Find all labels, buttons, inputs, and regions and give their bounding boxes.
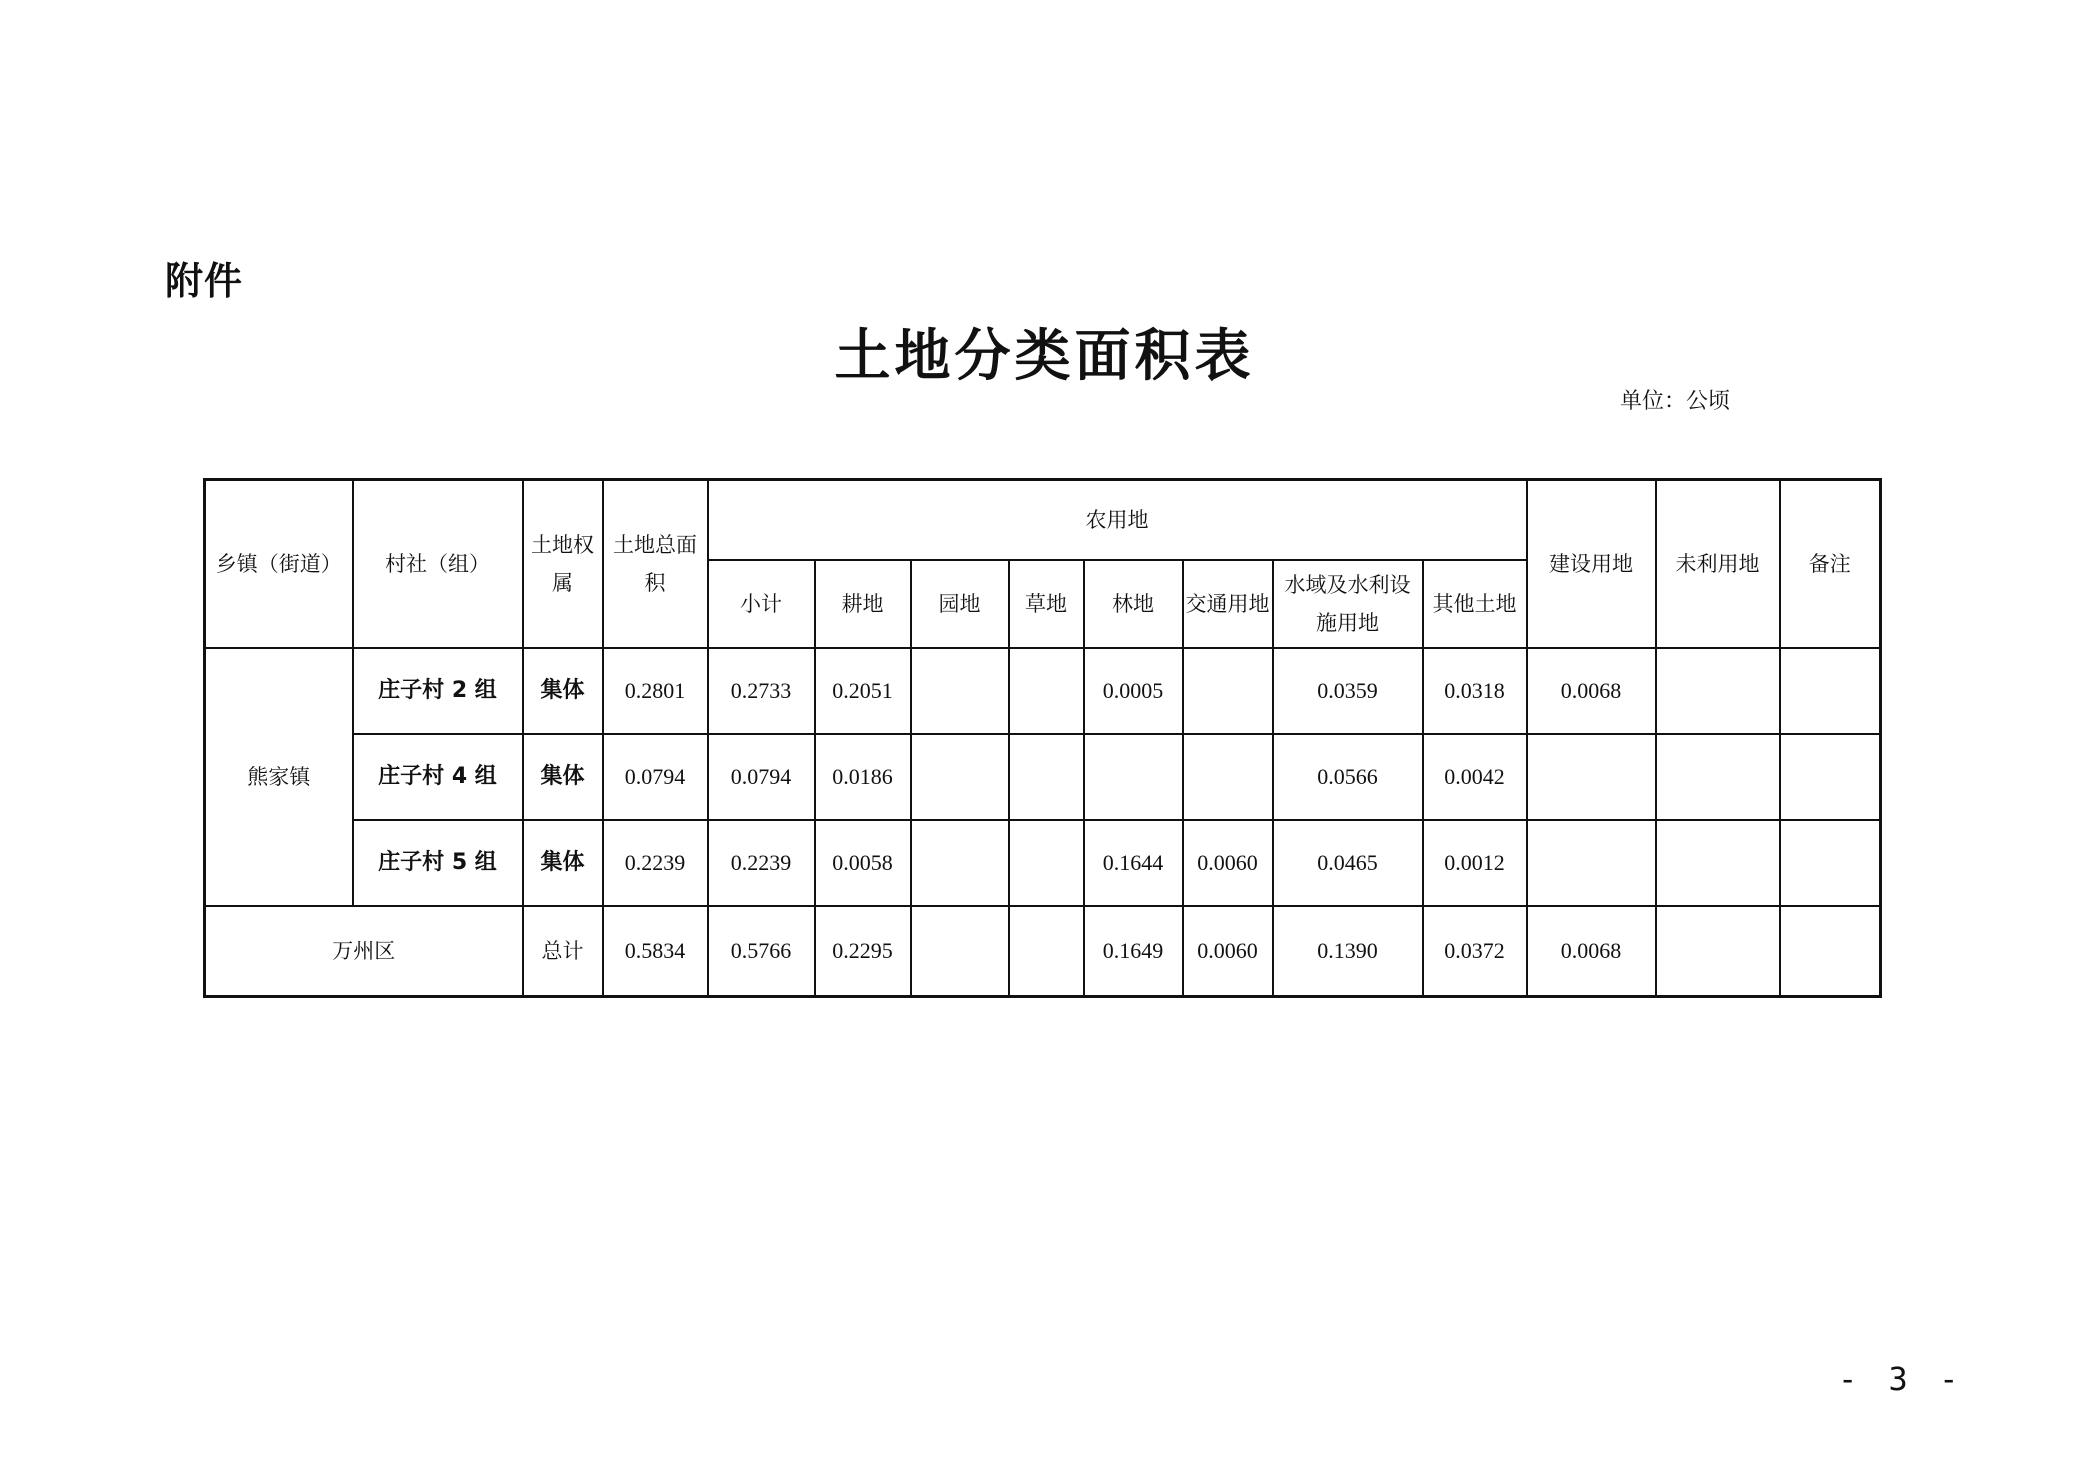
water-cell: 0.0465: [1273, 820, 1423, 906]
district-cell: 万州区: [205, 906, 523, 997]
header-row-1: [205, 480, 1881, 561]
forest-cell: 0.1649: [1084, 906, 1183, 997]
construction-cell: 0.0068: [1527, 906, 1656, 997]
remarks-cell: [1780, 820, 1881, 906]
attachment-label: 附件: [165, 259, 244, 303]
cultivated-cell: 0.0058: [815, 820, 911, 906]
header-transport: 交通用地: [1183, 560, 1273, 648]
table-row: [205, 648, 1881, 734]
subtotal-cell: 0.5766: [708, 906, 815, 997]
garden-cell: [911, 734, 1009, 820]
ownership-cell: 集体: [523, 648, 603, 734]
forest-cell: 0.1644: [1084, 820, 1183, 906]
page-number: - 3 -: [1838, 1360, 1965, 1398]
cultivated-cell: 0.2051: [815, 648, 911, 734]
header-water: 水域及水利设施用地: [1273, 560, 1423, 648]
header-construction: 建设用地: [1527, 480, 1656, 649]
other-cell: 0.0042: [1423, 734, 1527, 820]
grassland-cell: [1009, 820, 1084, 906]
header-township: 乡镇（街道）: [205, 480, 353, 649]
other-cell: 0.0372: [1423, 906, 1527, 997]
unused-cell: [1656, 648, 1780, 734]
transport-cell: [1183, 648, 1273, 734]
remarks-cell: [1780, 648, 1881, 734]
unit-label: 单位：公顷: [1620, 389, 1731, 414]
unused-cell: [1656, 734, 1780, 820]
forest-cell: 0.0005: [1084, 648, 1183, 734]
header-village: 村社（组）: [353, 480, 523, 649]
subtotal-cell: 0.2239: [708, 820, 815, 906]
construction-cell: [1527, 734, 1656, 820]
document-title: 土地分类面积表: [834, 324, 1255, 389]
header-agricultural: 农用地: [708, 480, 1527, 561]
header-remarks: 备注: [1780, 480, 1881, 649]
header-total-area: 土地总面积: [603, 480, 708, 649]
water-cell: 0.0566: [1273, 734, 1423, 820]
unused-cell: [1656, 906, 1780, 997]
land-classification-table: [203, 478, 1882, 998]
transport-cell: 0.0060: [1183, 820, 1273, 906]
construction-cell: 0.0068: [1527, 648, 1656, 734]
cultivated-cell: 0.0186: [815, 734, 911, 820]
header-grassland: 草地: [1009, 560, 1084, 648]
cultivated-cell: 0.2295: [815, 906, 911, 997]
total-row: [205, 906, 1881, 997]
header-ownership: 土地权属: [523, 480, 603, 649]
garden-cell: [911, 648, 1009, 734]
total-area-cell: 0.5834: [603, 906, 708, 997]
ownership-cell: 集体: [523, 734, 603, 820]
total-area-cell: 0.0794: [603, 734, 708, 820]
village-cell: 庄子村 5 组: [353, 820, 523, 906]
header-subtotal: 小计: [708, 560, 815, 648]
village-cell: 庄子村 4 组: [353, 734, 523, 820]
township-cell: 熊家镇: [205, 648, 353, 906]
transport-cell: 0.0060: [1183, 906, 1273, 997]
ownership-cell: 集体: [523, 820, 603, 906]
construction-cell: [1527, 820, 1656, 906]
grassland-cell: [1009, 734, 1084, 820]
water-cell: 0.0359: [1273, 648, 1423, 734]
transport-cell: [1183, 734, 1273, 820]
total-area-cell: 0.2239: [603, 820, 708, 906]
subtotal-cell: 0.2733: [708, 648, 815, 734]
unused-cell: [1656, 820, 1780, 906]
village-cell: 庄子村 2 组: [353, 648, 523, 734]
other-cell: 0.0012: [1423, 820, 1527, 906]
header-forest: 林地: [1084, 560, 1183, 648]
forest-cell: [1084, 734, 1183, 820]
total-ownership-cell: 总计: [523, 906, 603, 997]
garden-cell: [911, 906, 1009, 997]
water-cell: 0.1390: [1273, 906, 1423, 997]
other-cell: 0.0318: [1423, 648, 1527, 734]
grassland-cell: [1009, 648, 1084, 734]
header-other: 其他土地: [1423, 560, 1527, 648]
header-garden: 园地: [911, 560, 1009, 648]
remarks-cell: [1780, 906, 1881, 997]
table-row: [205, 820, 1881, 906]
header-unused: 未利用地: [1656, 480, 1780, 649]
remarks-cell: [1780, 734, 1881, 820]
subtotal-cell: 0.0794: [708, 734, 815, 820]
total-area-cell: 0.2801: [603, 648, 708, 734]
grassland-cell: [1009, 906, 1084, 997]
garden-cell: [911, 820, 1009, 906]
header-cultivated: 耕地: [815, 560, 911, 648]
table-row: [205, 734, 1881, 820]
